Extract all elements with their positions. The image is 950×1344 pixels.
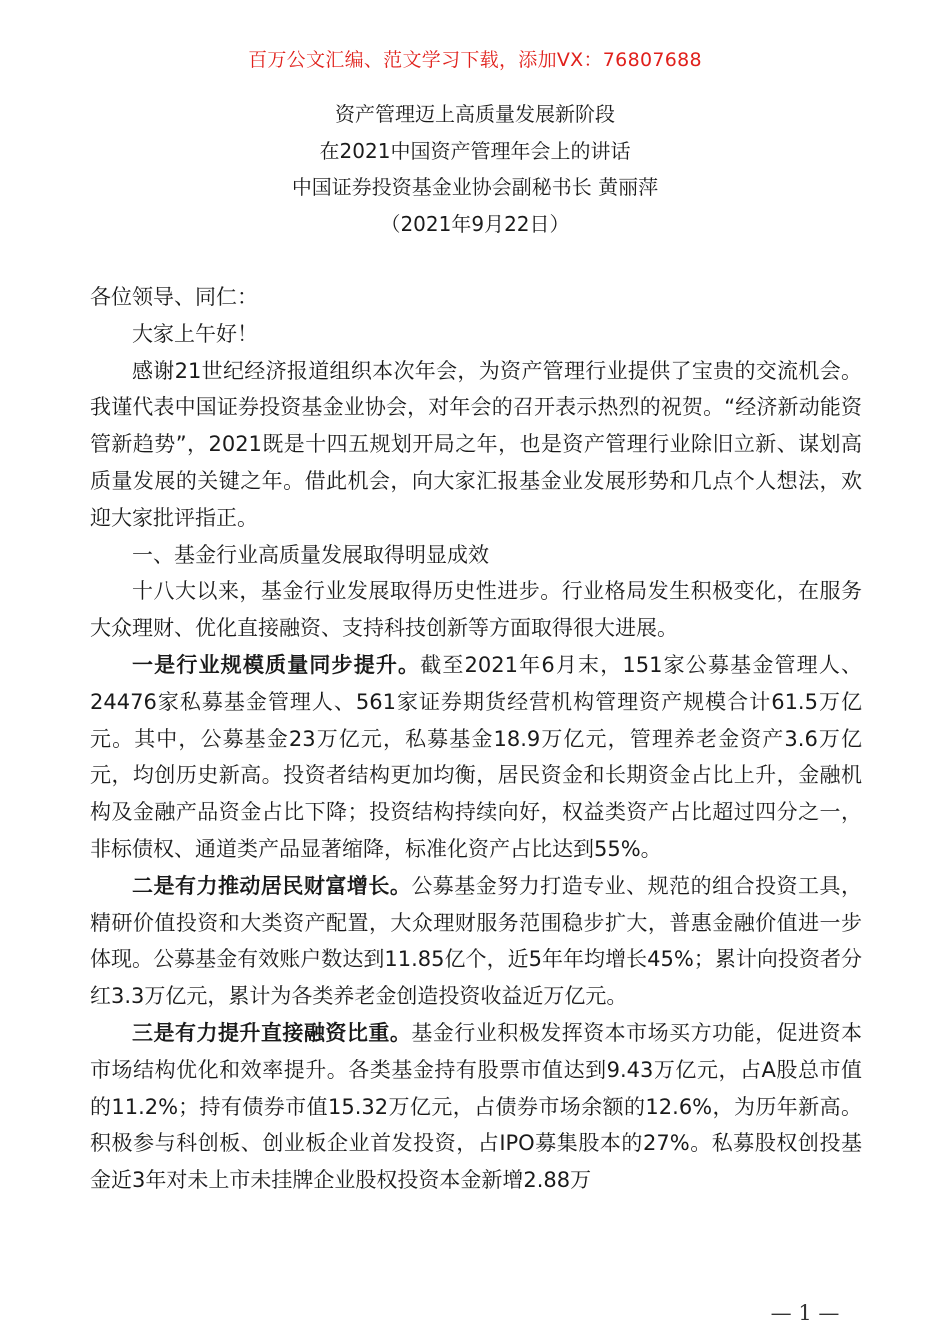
promo-banner: 百万公文汇编、范文学习下载，添加VX：76807688 [248, 49, 702, 71]
speech-occasion: 在2021中国资产管理年会上的讲话 [319, 138, 631, 163]
salutation: 各位领导、同仁： [90, 285, 258, 309]
paragraph-intro: 感谢21世纪经济报道组织本次年会，为资产管理行业提供了宝贵的交流机会。我谨代表中国证券投资基金业协会，对年会的召开表示热烈的祝贺。“经济新动能资管新趋势”，2021既是十四五规划开局之年，也是资产管理行业除旧立新、谋划高质量发展的关键之年。借此机会，向大家汇报基金业发展形势和几点个人想法，欢迎大家批评指正。 [90, 358, 862, 530]
speech-title: 资产管理迈上高质量发展新阶段 [335, 102, 615, 126]
title-block [0, 96, 950, 242]
page-number: — 1 — [770, 1301, 840, 1325]
speech-date: （2021年9月22日） [380, 211, 570, 236]
speaker-line: 中国证券投资基金业协会副秘书长 黄丽萍 [291, 175, 659, 199]
point-1-body: 截至2021年6月末，151家公募基金管理人、24476家私募基金管理人、561家证券期货经营机构管理资产规模合计61.5万亿元。其中，公募基金23万亿元，私募基金18.9万亿元，管理养老金资产3.6万亿元，均创历史新高。投资者结构更加均衡，居民资金和长期资金占比上升，金融机构及金融产品资金占比下降；投资结构持续向好，权益类资产占比超过四分之一，非标债权、通道类产品显著缩降，标准化资产占比达到55%。 [90, 652, 862, 861]
speech-body [90, 279, 862, 1199]
point-3-body: 基金行业积极发挥资本市场买方功能，促进资本市场结构优化和效率提升。各类基金持有股票市值达到9.43万亿元，占A股总市值的11.2%；持有债券市值15.32万亿元，占债券市场余额的12.6%，为历年新高。积极参与科创板、创业板企业首发投资，占IPO募集股本的27%。私募股权创投基金近3年对未上市未挂牌企业股权投资本金新增2.88万 [90, 1020, 863, 1193]
section-heading-1: 一、基金行业高质量发展取得明显成效 [132, 542, 489, 567]
point-2-lead: 二是有力推动居民财富增长。 [132, 873, 412, 898]
paragraph-overview: 十八大以来，基金行业发展取得历史性进步。行业格局发生积极变化，在服务大众理财、优化直接融资、支持科技创新等方面取得很大进展。 [90, 579, 862, 641]
paragraph-point-1 [90, 647, 862, 868]
greeting: 大家上午好！ [132, 321, 258, 346]
point-1-lead: 一是行业规模质量同步提升。 [132, 652, 421, 677]
paragraph-point-3 [90, 1015, 862, 1199]
point-2-body: 公募基金努力打造专业、规范的组合投资工具，精研价值投资和大类资产配置，大众理财服务范围稳步扩大，普惠金融价值进一步体现。公募基金有效账户数达到11.85亿个，近5年年均增长45%；累计向投资者分红3.3万亿元，累计为各类养老金创造投资收益近万亿元。 [90, 873, 863, 1009]
point-3-lead: 三是有力提升直接融资比重。 [132, 1020, 412, 1045]
paragraph-point-2 [90, 868, 862, 1015]
